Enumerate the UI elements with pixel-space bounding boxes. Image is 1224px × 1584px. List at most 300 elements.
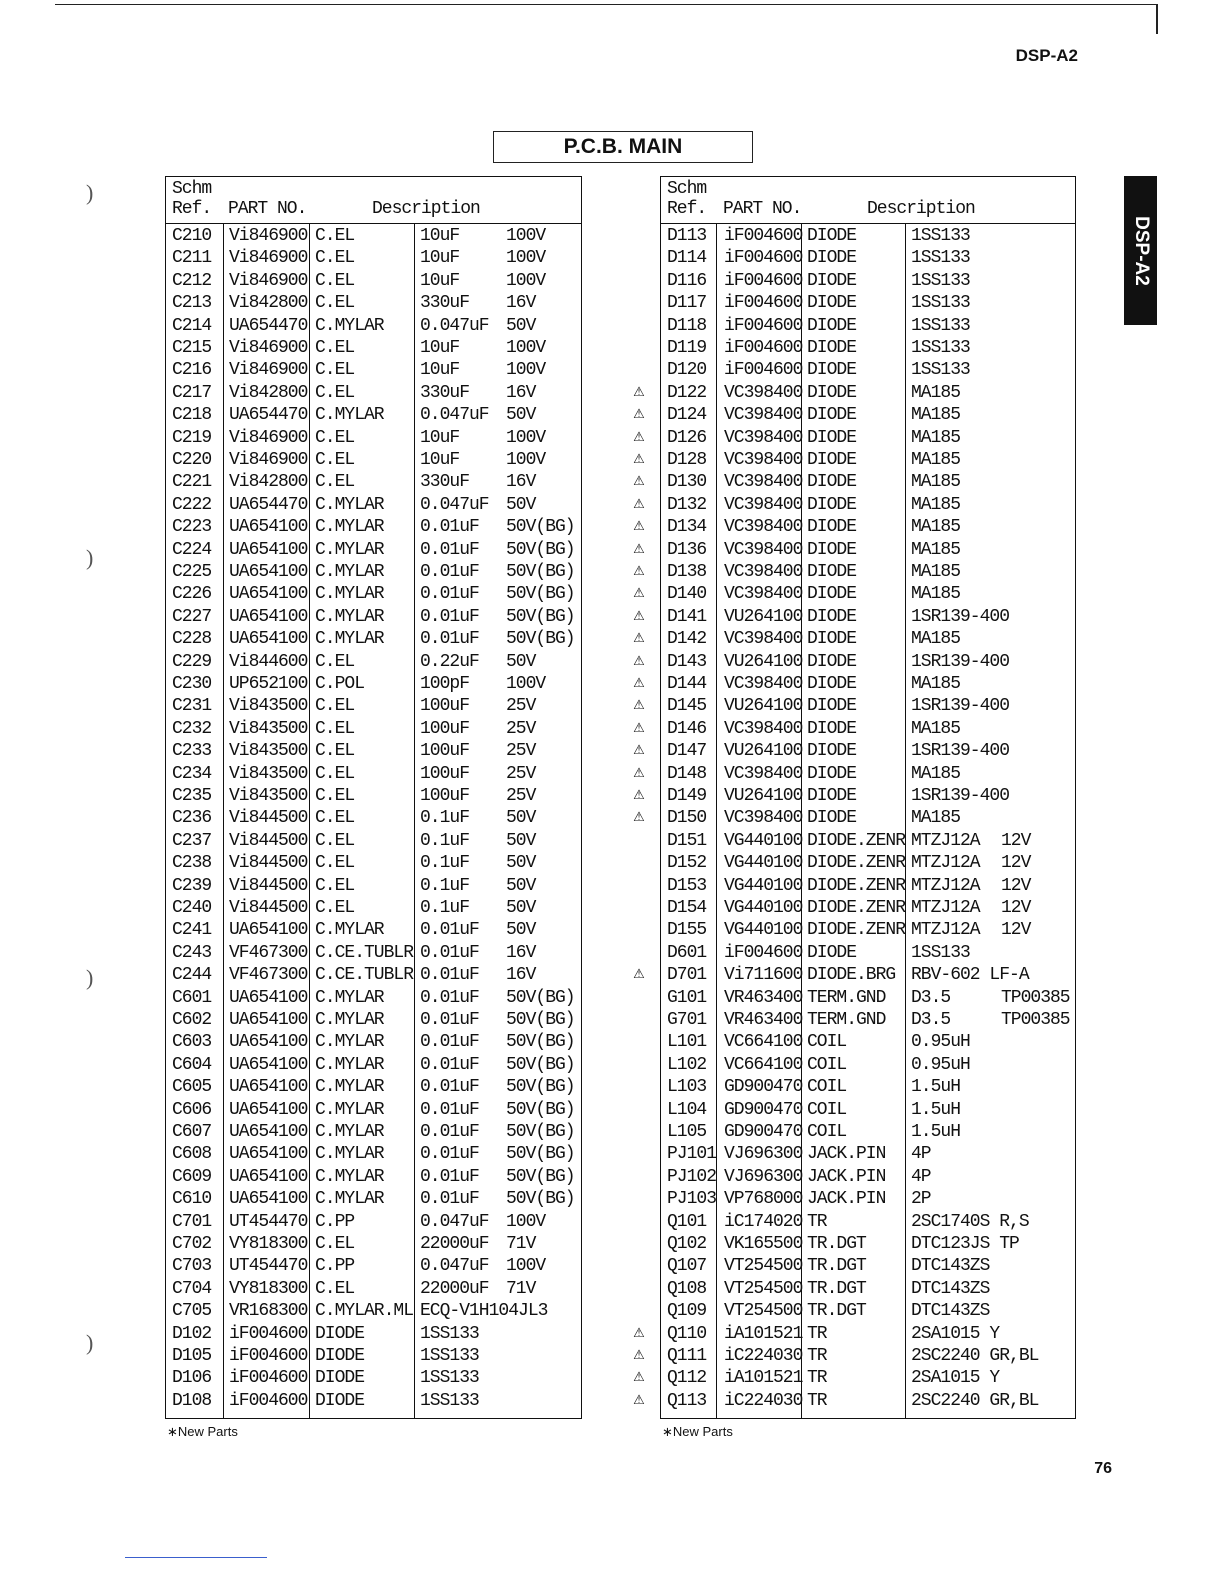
cell-value: 100uF bbox=[420, 786, 470, 806]
cell-rating: 16V bbox=[506, 293, 536, 314]
safety-warning-icon: ⚠ bbox=[633, 384, 645, 400]
table-row bbox=[661, 382, 1075, 404]
cell-value: MA185 bbox=[911, 562, 961, 582]
table-row bbox=[166, 830, 581, 852]
cell-type: C.EL bbox=[315, 651, 355, 672]
cell-part-no: GD900470 bbox=[724, 1077, 803, 1098]
cell-value: 0.01uF bbox=[420, 942, 479, 963]
cell-ref: PJ101 bbox=[667, 1144, 717, 1165]
cell-ref: D148 bbox=[667, 763, 707, 784]
table-row bbox=[661, 516, 1075, 538]
table-row bbox=[661, 449, 1075, 471]
cell-rating: 50V(BG) bbox=[506, 1077, 575, 1098]
safety-warning-icon: ⚠ bbox=[633, 1348, 645, 1363]
top-corner-tick bbox=[1156, 4, 1158, 34]
cell-type: COIL bbox=[807, 1054, 847, 1075]
cell-ref: D120 bbox=[667, 360, 707, 381]
cell-type: C.EL bbox=[315, 1234, 355, 1254]
cell-value: MTZJ12A bbox=[911, 898, 980, 918]
safety-warning-icon: ⚠ bbox=[633, 429, 645, 445]
table-row bbox=[166, 359, 581, 381]
cell-ref: Q112 bbox=[667, 1368, 707, 1389]
cell-type: DIODE bbox=[807, 606, 857, 627]
cell-ref: PJ102 bbox=[667, 1166, 717, 1187]
cell-type: DIODE bbox=[807, 405, 857, 426]
cell-ref: C214 bbox=[172, 315, 212, 336]
cell-ref: D119 bbox=[667, 338, 707, 358]
cell-rating: 100V bbox=[506, 1256, 546, 1277]
cell-part-no: VC398400 bbox=[724, 405, 803, 426]
cell-part-no: iF004600 bbox=[724, 293, 803, 314]
bottom-link-rule bbox=[125, 1557, 267, 1558]
cell-ref: D130 bbox=[667, 472, 707, 493]
cell-ref: C223 bbox=[172, 517, 212, 538]
safety-warning-icon: ⚠ bbox=[633, 496, 645, 512]
cell-value: 1.5uH bbox=[911, 1077, 961, 1098]
cell-value: 1SS133 bbox=[911, 360, 970, 381]
cell-rating: 50V(BG) bbox=[506, 1166, 575, 1187]
cell-type: C.EL bbox=[315, 427, 355, 448]
parts-table-left bbox=[165, 176, 582, 1419]
cell-part-no: VT254500 bbox=[724, 1278, 803, 1299]
safety-warning-icon: ⚠ bbox=[633, 608, 645, 624]
table-row bbox=[166, 1054, 581, 1076]
cell-part-no: iF004600 bbox=[724, 270, 803, 291]
cell-type: DIODE bbox=[807, 382, 857, 403]
cell-ref: C603 bbox=[172, 1032, 212, 1053]
cell-value: 0.01uF bbox=[420, 1099, 479, 1120]
cell-rating: 25V bbox=[506, 696, 536, 717]
cell-rating: 12V bbox=[1001, 875, 1031, 896]
cell-rating: 50V(BG) bbox=[506, 606, 575, 627]
cell-ref: C703 bbox=[172, 1256, 212, 1277]
table-row bbox=[166, 561, 581, 583]
cell-type: DIODE bbox=[807, 629, 857, 650]
cell-value: 1SS133 bbox=[911, 942, 970, 963]
table-row bbox=[166, 897, 581, 919]
safety-warning-icon: ⚠ bbox=[633, 631, 645, 647]
cell-part-no: iC224030 bbox=[724, 1390, 803, 1411]
cell-rating: 100V bbox=[506, 1211, 546, 1232]
cell-value: 1SS133 bbox=[911, 338, 970, 358]
cell-part-no: VC398400 bbox=[724, 517, 803, 538]
cell-rating: 50V bbox=[506, 808, 536, 829]
safety-warning-icon: ⚠ bbox=[633, 653, 645, 669]
cell-part-no: VT254500 bbox=[724, 1256, 803, 1277]
cell-part-no: VK165500 bbox=[724, 1234, 803, 1254]
cell-ref: D132 bbox=[667, 494, 707, 515]
cell-part-no: iA101521 bbox=[724, 1323, 803, 1344]
table-row bbox=[661, 1076, 1075, 1098]
cell-rating: 100V bbox=[506, 360, 546, 381]
cell-part-no: iF004600 bbox=[229, 1368, 308, 1389]
cell-value: MA185 bbox=[911, 763, 961, 784]
cell-type: C.EL bbox=[315, 1278, 355, 1299]
cell-part-no: VC398400 bbox=[724, 494, 803, 515]
cell-value: 1.5uH bbox=[911, 1122, 961, 1142]
cell-type: C.MYLAR bbox=[315, 629, 384, 650]
header-schm: Schm bbox=[667, 179, 707, 199]
table-row bbox=[166, 875, 581, 897]
cell-part-no: VC398400 bbox=[724, 718, 803, 739]
cell-ref: L103 bbox=[667, 1077, 707, 1098]
parts-table-right bbox=[660, 176, 1076, 1419]
cell-part-no: UA654100 bbox=[229, 1189, 308, 1210]
cell-value: MTZJ12A bbox=[911, 875, 980, 896]
cell-ref: C219 bbox=[172, 427, 212, 448]
cell-value: 0.01uF bbox=[420, 987, 479, 1008]
table-row bbox=[166, 225, 581, 247]
table-row bbox=[661, 740, 1075, 762]
table-row bbox=[661, 1099, 1075, 1121]
cell-value: 2SC1740S R,S bbox=[911, 1211, 1029, 1232]
cell-type: C.MYLAR bbox=[315, 1054, 384, 1075]
table-row bbox=[661, 1390, 1075, 1412]
cell-ref: D147 bbox=[667, 741, 707, 762]
cell-value: 0.01uF bbox=[420, 562, 479, 582]
cell-value: 0.01uF bbox=[420, 1032, 479, 1053]
cell-part-no: VU264100 bbox=[724, 741, 803, 762]
table-row bbox=[166, 382, 581, 404]
table-header bbox=[661, 177, 1075, 224]
cell-value: 0.01uF bbox=[420, 1010, 479, 1030]
table-row bbox=[661, 427, 1075, 449]
cell-type: DIODE.ZENR bbox=[807, 898, 906, 918]
table-row bbox=[166, 1255, 581, 1277]
cell-type: C.EL bbox=[315, 830, 355, 851]
cell-ref: Q113 bbox=[667, 1390, 707, 1411]
cell-part-no: Vi842800 bbox=[229, 472, 308, 493]
cell-type: COIL bbox=[807, 1077, 847, 1098]
cell-value: 0.01uF bbox=[420, 1077, 479, 1098]
cell-type: JACK.PIN bbox=[807, 1189, 886, 1210]
cell-type: C.EL bbox=[315, 763, 355, 784]
cell-ref: D108 bbox=[172, 1390, 212, 1411]
safety-warning-icon: ⚠ bbox=[633, 586, 645, 602]
cell-ref: D136 bbox=[667, 539, 707, 560]
cell-rating: 50V(BG) bbox=[506, 562, 575, 582]
cell-type: TR bbox=[807, 1368, 827, 1389]
cell-value: 0.01uF bbox=[420, 539, 479, 560]
table-row bbox=[661, 1323, 1075, 1345]
cell-rating: 50V(BG) bbox=[506, 539, 575, 560]
cell-type: DIODE bbox=[807, 741, 857, 762]
table-row bbox=[661, 942, 1075, 964]
cell-type: C.EL bbox=[315, 898, 355, 918]
cell-rating: 12V bbox=[1001, 920, 1031, 941]
cell-ref: C224 bbox=[172, 539, 212, 560]
table-row bbox=[661, 1143, 1075, 1165]
footnote-right: ∗New Parts bbox=[662, 1424, 733, 1439]
cell-part-no: iA101521 bbox=[724, 1368, 803, 1389]
safety-warning-icon: ⚠ bbox=[633, 407, 645, 423]
cell-rating: 50V(BG) bbox=[506, 517, 575, 538]
cell-part-no: VU264100 bbox=[724, 606, 803, 627]
cell-part-no: UP652100 bbox=[229, 674, 308, 694]
cell-ref: C235 bbox=[172, 786, 212, 806]
cell-ref: D118 bbox=[667, 315, 707, 336]
table-row bbox=[661, 247, 1075, 269]
cell-type: C.MYLAR bbox=[315, 517, 384, 538]
cell-value: 0.01uF bbox=[420, 629, 479, 650]
table-row bbox=[166, 247, 581, 269]
cell-ref: C236 bbox=[172, 808, 212, 829]
cell-part-no: UA654100 bbox=[229, 562, 308, 582]
cell-ref: D106 bbox=[172, 1368, 212, 1389]
cell-ref: D105 bbox=[172, 1346, 212, 1366]
table-row bbox=[661, 1054, 1075, 1076]
cell-value: 0.01uF bbox=[420, 965, 479, 986]
cell-rating: 50V bbox=[506, 405, 536, 426]
cell-ref: D128 bbox=[667, 450, 707, 470]
cell-ref: C233 bbox=[172, 741, 212, 762]
cell-ref: D102 bbox=[172, 1323, 212, 1344]
side-tab-label: DSP-A2 bbox=[1130, 215, 1152, 286]
cell-part-no: iF004600 bbox=[229, 1323, 308, 1344]
cell-part-no: VY818300 bbox=[229, 1278, 308, 1299]
cell-rating: 16V bbox=[506, 382, 536, 403]
cell-rating: 50V(BG) bbox=[506, 1189, 575, 1210]
cell-ref: C212 bbox=[172, 270, 212, 291]
table-row bbox=[166, 494, 581, 516]
table-row bbox=[166, 628, 581, 650]
table-row bbox=[661, 852, 1075, 874]
cell-part-no: UA654100 bbox=[229, 606, 308, 627]
cell-ref: D150 bbox=[667, 808, 707, 829]
cell-value: MTZJ12A bbox=[911, 920, 980, 941]
cell-rating: 25V bbox=[506, 741, 536, 762]
cell-rating: 50V bbox=[506, 898, 536, 918]
cell-ref: C241 bbox=[172, 920, 212, 941]
cell-value: MTZJ12A bbox=[911, 853, 980, 874]
cell-value: DTC123JS TP bbox=[911, 1234, 1019, 1254]
cell-part-no: iC224030 bbox=[724, 1346, 803, 1366]
table-row bbox=[166, 1367, 581, 1389]
cell-type: DIODE bbox=[807, 651, 857, 672]
cell-value: 0.01uF bbox=[420, 1144, 479, 1165]
cell-ref: Q109 bbox=[667, 1301, 707, 1322]
table-row bbox=[166, 1166, 581, 1188]
cell-part-no: VC664100 bbox=[724, 1054, 803, 1075]
cell-part-no: Vi846900 bbox=[229, 338, 308, 358]
table-row bbox=[166, 315, 581, 337]
cell-rating: 16V bbox=[506, 965, 536, 986]
cell-part-no: VC398400 bbox=[724, 808, 803, 829]
safety-warning-icon: ⚠ bbox=[633, 541, 645, 557]
cell-ref: C601 bbox=[172, 987, 212, 1008]
cell-part-no: Vi843500 bbox=[229, 786, 308, 806]
cell-ref: D145 bbox=[667, 696, 707, 717]
table-row bbox=[661, 471, 1075, 493]
cell-part-no: VJ696300 bbox=[724, 1144, 803, 1165]
cell-type: DIODE bbox=[807, 584, 857, 605]
cell-type: C.EL bbox=[315, 786, 355, 806]
cell-ref: D117 bbox=[667, 293, 707, 314]
cell-type: C.EL bbox=[315, 472, 355, 493]
cell-part-no: Vi844500 bbox=[229, 875, 308, 896]
cell-value: 10uF bbox=[420, 338, 460, 358]
cell-type: C.EL bbox=[315, 270, 355, 291]
cell-ref: D155 bbox=[667, 920, 707, 941]
cell-type: DIODE bbox=[807, 786, 857, 806]
cell-part-no: VC398400 bbox=[724, 763, 803, 784]
cell-ref: C606 bbox=[172, 1099, 212, 1120]
cell-type: C.MYLAR bbox=[315, 1122, 384, 1142]
cell-ref: D143 bbox=[667, 651, 707, 672]
cell-ref: C222 bbox=[172, 494, 212, 515]
table-row bbox=[661, 1278, 1075, 1300]
table-row bbox=[166, 1009, 581, 1031]
cell-ref: C220 bbox=[172, 450, 212, 470]
cell-ref: C226 bbox=[172, 584, 212, 605]
cell-value: 0.01uF bbox=[420, 584, 479, 605]
cell-rating: 100V bbox=[506, 427, 546, 448]
cell-part-no: UA654100 bbox=[229, 1144, 308, 1165]
cell-type: DIODE bbox=[807, 517, 857, 538]
safety-warning-icon: ⚠ bbox=[633, 967, 645, 983]
cell-type: DIODE bbox=[807, 696, 857, 717]
table-row bbox=[661, 1211, 1075, 1233]
cell-part-no: UA654100 bbox=[229, 987, 308, 1008]
cell-ref: D154 bbox=[667, 898, 707, 918]
cell-ref: C234 bbox=[172, 763, 212, 784]
cell-type: DIODE bbox=[315, 1390, 365, 1411]
safety-warning-icon: ⚠ bbox=[633, 720, 645, 736]
table-row bbox=[661, 337, 1075, 359]
safety-warning-icon: ⚠ bbox=[633, 519, 645, 535]
cell-part-no: UA654470 bbox=[229, 405, 308, 426]
cell-part-no: iF004600 bbox=[229, 1346, 308, 1366]
cell-part-no: Vi846900 bbox=[229, 270, 308, 291]
cell-ref: PJ103 bbox=[667, 1189, 717, 1210]
cell-value: 1.5uH bbox=[911, 1099, 961, 1120]
cell-ref: C225 bbox=[172, 562, 212, 582]
cell-value: 330uF bbox=[420, 382, 470, 403]
cell-value: 1SS133 bbox=[911, 270, 970, 291]
cell-rating: 50V(BG) bbox=[506, 584, 575, 605]
cell-ref: C216 bbox=[172, 360, 212, 381]
header-part-no: PART NO. bbox=[228, 199, 307, 219]
cell-type: DIODE bbox=[807, 248, 857, 269]
cell-type: COIL bbox=[807, 1099, 847, 1120]
cell-part-no: Vi846900 bbox=[229, 450, 308, 470]
cell-value: MA185 bbox=[911, 405, 961, 426]
cell-rating: 50V(BG) bbox=[506, 1099, 575, 1120]
table-row bbox=[661, 651, 1075, 673]
table-row bbox=[661, 404, 1075, 426]
cell-value: D3.5 bbox=[911, 987, 951, 1008]
cell-value: 22000uF bbox=[420, 1234, 489, 1254]
cell-type: JACK.PIN bbox=[807, 1166, 886, 1187]
table-row bbox=[166, 1031, 581, 1053]
cell-value: 1SR139-400 bbox=[911, 606, 1010, 627]
cell-value: 100uF bbox=[420, 763, 470, 784]
cell-value: MA185 bbox=[911, 584, 961, 605]
cell-value: 2P bbox=[911, 1189, 931, 1210]
cell-value: 1SS133 bbox=[911, 226, 970, 246]
cell-type: TERM.GND bbox=[807, 1010, 886, 1030]
cell-type: C.MYLAR bbox=[315, 1099, 384, 1120]
cell-rating: 100V bbox=[506, 270, 546, 291]
cell-ref: L104 bbox=[667, 1099, 707, 1120]
table-header bbox=[166, 177, 581, 224]
safety-warning-icon: ⚠ bbox=[633, 788, 645, 803]
table-row bbox=[661, 1009, 1075, 1031]
cell-value: 0.1uF bbox=[420, 808, 470, 829]
table-row bbox=[661, 315, 1075, 337]
cell-value: 10uF bbox=[420, 226, 460, 246]
table-row bbox=[166, 651, 581, 673]
cell-rating: 50V(BG) bbox=[506, 629, 575, 650]
cell-value: RBV-602 LF-A bbox=[911, 965, 1029, 986]
cell-value: 1SS133 bbox=[420, 1323, 479, 1344]
cell-rating: 100V bbox=[506, 338, 546, 358]
cell-ref: D140 bbox=[667, 584, 707, 605]
cell-ref: L101 bbox=[667, 1032, 707, 1053]
cell-ref: C232 bbox=[172, 718, 212, 739]
cell-rating: 50V bbox=[506, 875, 536, 896]
cell-value: 0.047uF bbox=[420, 405, 489, 426]
cell-part-no: VC398400 bbox=[724, 539, 803, 560]
table-row bbox=[166, 763, 581, 785]
table-row bbox=[166, 942, 581, 964]
table-row bbox=[166, 1278, 581, 1300]
cell-type: C.EL bbox=[315, 853, 355, 874]
cell-part-no: UA654100 bbox=[229, 1032, 308, 1053]
cell-rating: 71V bbox=[506, 1278, 536, 1299]
cell-part-no: VC398400 bbox=[724, 674, 803, 694]
cell-type: DIODE bbox=[807, 293, 857, 314]
cell-ref: C243 bbox=[172, 942, 212, 963]
cell-rating: 12V bbox=[1001, 830, 1031, 851]
table-row bbox=[661, 583, 1075, 605]
cell-part-no: Vi846900 bbox=[229, 226, 308, 246]
cell-value: 2SA1015 Y bbox=[911, 1323, 1000, 1344]
table-row bbox=[661, 1345, 1075, 1367]
cell-ref: Q101 bbox=[667, 1211, 707, 1232]
header-ref: Ref. bbox=[667, 199, 707, 219]
table-row bbox=[661, 561, 1075, 583]
cell-rating: 50V(BG) bbox=[506, 987, 575, 1008]
cell-type: TR.DGT bbox=[807, 1256, 866, 1277]
cell-value: MTZJ12A bbox=[911, 830, 980, 851]
safety-warning-icon: ⚠ bbox=[633, 474, 645, 490]
cell-value: 0.01uF bbox=[420, 920, 479, 941]
table-row bbox=[166, 1188, 581, 1210]
cell-ref: C605 bbox=[172, 1077, 212, 1098]
cell-value: 0.01uF bbox=[420, 1054, 479, 1075]
cell-ref: D122 bbox=[667, 382, 707, 403]
cell-value: 10uF bbox=[420, 427, 460, 448]
table-row bbox=[661, 1255, 1075, 1277]
cell-ref: C231 bbox=[172, 696, 212, 717]
table-row bbox=[661, 695, 1075, 717]
table-row bbox=[661, 919, 1075, 941]
header-part-no: PART NO. bbox=[723, 199, 802, 219]
cell-value: 1SR139-400 bbox=[911, 651, 1010, 672]
cell-type: DIODE.ZENR bbox=[807, 830, 906, 851]
table-row bbox=[166, 583, 581, 605]
table-row bbox=[661, 1367, 1075, 1389]
table-row bbox=[661, 1166, 1075, 1188]
table-row bbox=[166, 1323, 581, 1345]
cell-part-no: UA654100 bbox=[229, 920, 308, 941]
cell-type: C.MYLAR bbox=[315, 1144, 384, 1165]
section-title: P.C.B. MAIN bbox=[493, 131, 753, 163]
cell-rating: 50V bbox=[506, 315, 536, 336]
cell-part-no: VT254500 bbox=[724, 1301, 803, 1322]
cell-part-no: VR463400 bbox=[724, 987, 803, 1008]
